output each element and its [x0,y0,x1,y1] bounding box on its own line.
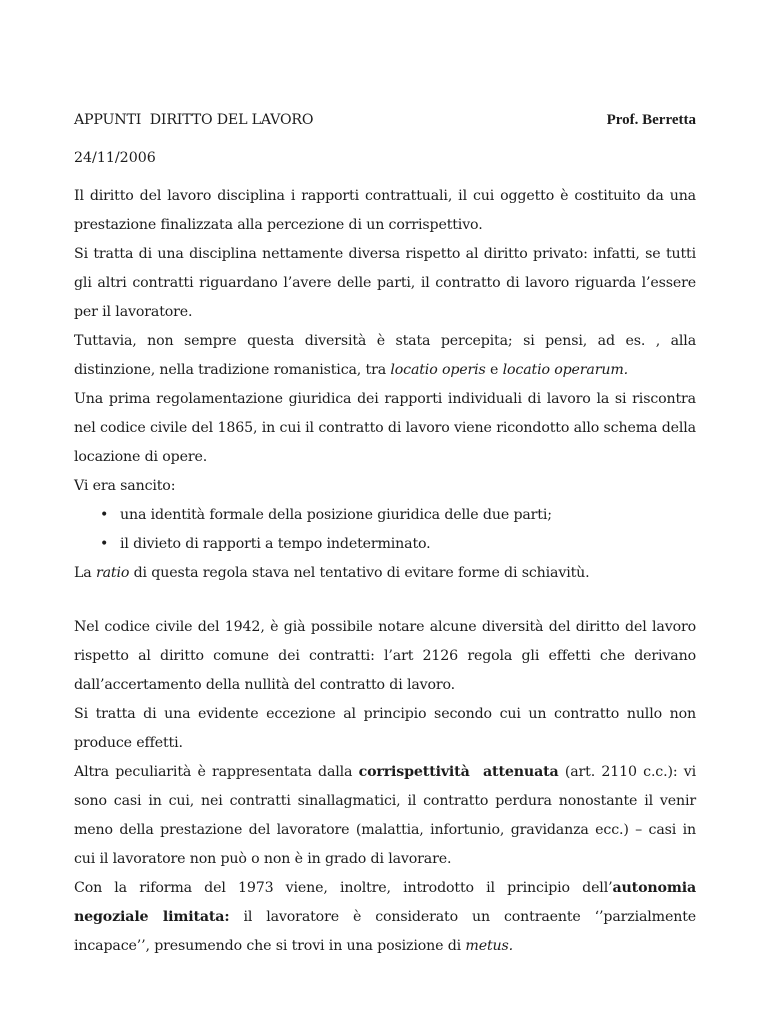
spacer [74,588,696,613]
document-title: APPUNTI DIRITTO DEL LAVORO [74,112,314,128]
bullet-icon: • [100,536,109,552]
lecture-date: 24/11/2006 [74,150,156,166]
italic-term: metus. [465,938,513,954]
italic-term: ratio [95,565,130,581]
paragraph-2: Si tratta di una disciplina nettamente diversa rispetto al diritto privato: infatti, se tutti gli altri contratti riguardano l’avere delle parti, il contratto di lavoro riguarda l’essere per il lavoratore. [74,246,696,320]
bold-term: autonomia negoziale limitata: [74,880,696,925]
paragraph-4: Una prima regolamentazione giuridica dei rapporti individuali di lavoro la si riscontra nel codice civile del 1865, in cui il contratto di lavoro viene ricondotto allo schema della locazione di opere. [74,391,696,465]
paragraph-6: La ratio di questa regola stava nel tentativo di evitare forme di schiavitù. [74,565,590,581]
list-item: • il divieto di rapporti a tempo indeterminato. [100,530,696,559]
paragraph-9: Altra peculiarità è rappresentata dalla corrispettività attenuata (art. 2110 c.c.): vi sono casi in cui, nei contratti sinallagmatici, il contratto perdura nonostante il venir meno della prestazione del lavoratore (malattia, infortunio, gravidanza ecc.) – casi in cui il lavoratore non può o non è in grado di lavorare. [74,764,696,867]
paragraph-10: Con la riforma del 1973 viene, inoltre, introdotto il principio dell’autonomia negoziale limitata: il lavoratore è considerato un contraente ‘’parzialmente incapace’’, presumendo che si trovi in una posizione di metus. [74,880,697,954]
paragraph-7: Nel codice civile del 1942, è già possibile notare alcune diversità del diritto del lavoro rispetto al diritto comune dei contratti: l’art 2126 regola gli effetti che derivano dall’accertamento della nullità del contratto di lavoro. [74,619,696,693]
bullet-icon: • [100,507,109,523]
document-header [74,108,696,132]
paragraph-5: Vi era sancito: [74,478,176,494]
italic-term: locatio operis [390,362,486,378]
bold-term: corrispettività attenuata [358,764,559,780]
paragraph-1: Il diritto del lavoro disciplina i rapporti contrattuali, il cui oggetto è costituito da una prestazione finalizzata alla percezione di un corrispettivo. [74,188,696,233]
paragraph-3: Tuttavia, non sempre questa diversità è stata percepita; si pensi, ad es. , alla distinzione, nella tradizione romanistica, tra locatio operis e locatio operarum. [74,333,696,378]
bullet-list [74,501,696,559]
paragraph-8: Si tratta di una evidente eccezione al principio secondo cui un contratto nullo non produce effetti. [74,706,696,751]
list-item: • una identità formale della posizione giuridica delle due parti; [100,501,696,530]
professor-name: Prof. Berretta [606,112,696,128]
italic-term: locatio operarum. [502,362,629,378]
